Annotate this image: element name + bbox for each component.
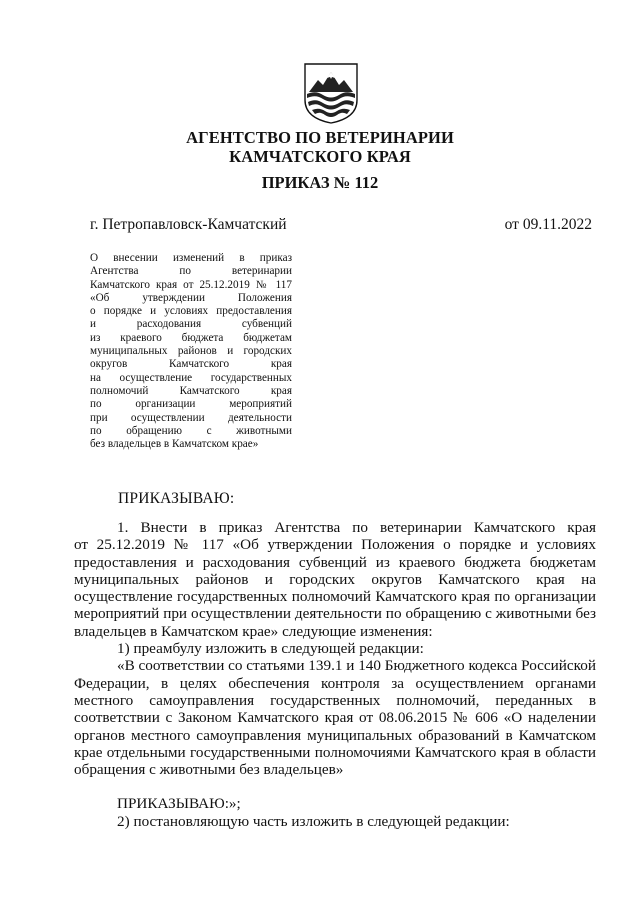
body-line: осуществление государственных полномочий Камчатского края по организации (74, 588, 596, 606)
order-number: ПРИКАЗ № 112 (261, 173, 379, 192)
body-line: от 25.12.2019 № 117 «Об утверждении Положения о порядке и условиях (74, 536, 596, 554)
body-line: крае отдельными государственными полномочиями Камчатского края в области (74, 743, 596, 761)
subject-line: и расходования субвенций (90, 318, 292, 331)
subject-line: Агентства по ветеринарии (90, 265, 292, 278)
agency-name (0, 128, 640, 166)
subject-line: полномочий Камчатского края (90, 384, 292, 397)
subject-line: «Об утверждении Положения (90, 291, 292, 304)
subject-line: о порядке и условиях предоставления (90, 305, 292, 318)
body-line: 2) постановляющую часть изложить в следующей редакции: (117, 812, 510, 830)
city: г. Петропавловск-Камчатский (90, 216, 287, 233)
body-line: мероприятий при осуществлении деятельности по обращению с животными без (74, 605, 596, 623)
body-line: местного самоуправления государственных полномочий, переданных в (74, 691, 596, 709)
body-line: Федерации, в целях обеспечения контроля за осуществлением органами (74, 674, 596, 692)
subject-line: О внесении изменений в приказ (90, 252, 292, 264)
subject-line: при осуществлении деятельности (90, 411, 292, 424)
body-line: обращения с животными без владельцев» (74, 761, 344, 779)
order-body (74, 519, 596, 830)
prikazyvayu-heading: ПРИКАЗЫВАЮ: (118, 490, 235, 507)
order-date: от 09.11.2022 (504, 216, 592, 233)
body-line: 1) преамбулу изложить в следующей редакции: (117, 640, 424, 658)
subject-line: округов Камчатского края (90, 358, 292, 371)
order-subject (90, 252, 292, 451)
subject-line: Камчатского края от 25.12.2019 № 117 (90, 278, 292, 291)
subject-line: из краевого бюджета бюджетам (90, 331, 292, 344)
body-line: владельцев в Камчатском крае» следующие изменения: (74, 622, 433, 640)
agency-name-line-1: АГЕНТСТВО ПО ВЕТЕРИНАРИИ (186, 128, 454, 147)
subject-line: по организации мероприятий (90, 398, 292, 411)
subject-line: без владельцев в Камчатском крае» (90, 438, 259, 451)
body-line: «В соответствии со статьями 139.1 и 140 Бюджетного кодекса Российской (117, 657, 596, 675)
subject-line: по обращению с животными (90, 424, 292, 437)
body-line: предоставления и расходования субвенций из краевого бюджета бюджетам (74, 553, 596, 571)
kamchatka-emblem-icon (301, 62, 361, 124)
subject-line: на осуществление государственных (90, 371, 292, 384)
body-line: ПРИКАЗЫВАЮ:»; (117, 795, 241, 813)
agency-name-line-2: КАМЧАТСКОГО КРАЯ (229, 147, 411, 166)
body-line: 1. Внести в приказ Агентства по ветеринарии Камчатского края (117, 519, 596, 536)
body-line: соответствии с Законом Камчатского края от 08.06.2015 № 606 «О наделении (74, 709, 596, 727)
body-line: органов местного самоуправления муниципальных образований в Камчатском (74, 726, 596, 744)
subject-line: муниципальных районов и городских (90, 345, 292, 358)
body-line: муниципальных районов и городских округов Камчатского края на (74, 570, 596, 588)
